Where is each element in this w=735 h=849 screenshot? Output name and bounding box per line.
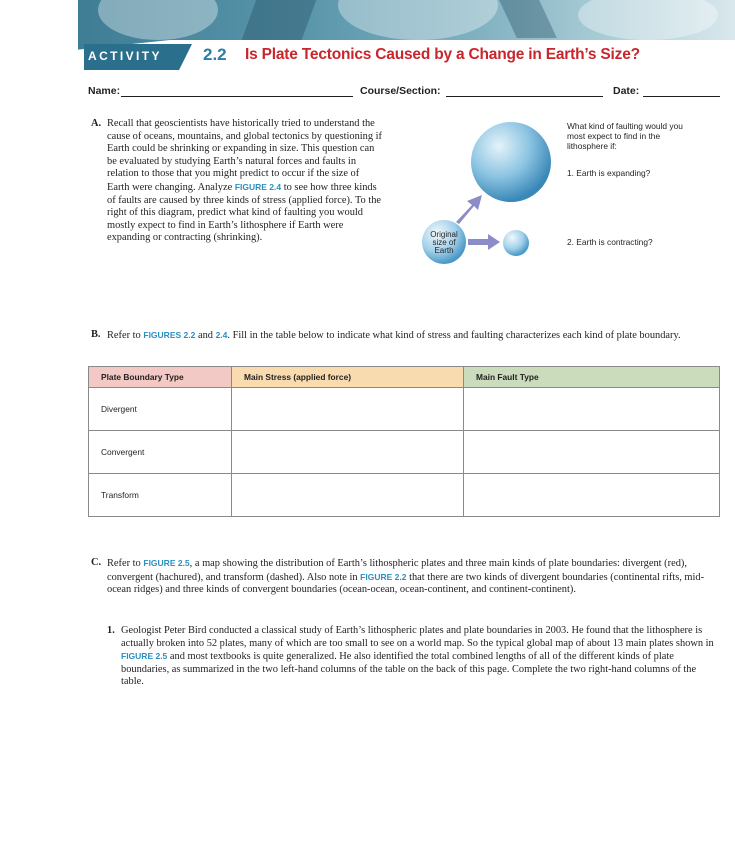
figure-ref-link[interactable]: FIGURE 2.2 [360, 571, 407, 582]
section-c-text-1: Refer to [107, 558, 141, 569]
activity-number: 2.2 [203, 45, 227, 64]
side-q2-contracting: 2. Earth is contracting? [567, 237, 653, 247]
transform-stress-cell[interactable] [232, 474, 464, 517]
section-b-text [107, 329, 717, 343]
section-a-text [107, 118, 382, 245]
row-label-convergent: Convergent [89, 431, 232, 474]
section-c-text [107, 557, 719, 597]
original-label-1: Original [430, 230, 458, 239]
small-earth-sphere [503, 230, 529, 256]
item-1-text [121, 625, 719, 689]
expanding-arrow-icon [456, 195, 482, 224]
col-header-main-stress: Main Stress (applied force) [232, 367, 464, 388]
table-row [89, 431, 720, 474]
divergent-stress-cell[interactable] [232, 388, 464, 431]
section-b-text-2: and [197, 330, 213, 341]
earth-size-diagram [400, 115, 560, 275]
figure-ref-link[interactable]: FIGURE 2.4 [234, 181, 282, 192]
contracting-arrow-icon [468, 234, 500, 250]
page-title: Is Plate Tectonics Caused by a Change in Earth’s Size? [245, 46, 640, 63]
row-label-divergent: Divergent [89, 388, 232, 431]
activity-word: ACTIVITY [88, 49, 162, 63]
figure-ref-link[interactable]: FIGURE 2.5 [143, 558, 190, 568]
col-header-boundary-type: Plate Boundary Type [89, 367, 232, 388]
table-header-row [89, 367, 720, 388]
section-c-text-3: that there are two kinds of divergent boundaries (continental rifts, mid-ocean ridges) and three kinds of convergent boundaries (ocean-ocean, ocean-continent, and continent-continent). [107, 571, 705, 596]
table-row [89, 474, 720, 517]
section-b-text-1: Refer to [107, 330, 141, 341]
figure-ref-link[interactable]: FIGURE 2.5 [121, 651, 168, 662]
large-earth-sphere [471, 122, 551, 202]
convergent-stress-cell[interactable] [232, 431, 464, 474]
course-section-field[interactable] [446, 96, 603, 97]
side-question: What kind of faulting would you most expect to find in the lithosphere if: [567, 121, 683, 151]
section-b-letter: B. [91, 329, 101, 340]
date-label: Date: [613, 85, 640, 97]
transform-fault-cell[interactable] [464, 474, 720, 517]
figure-ref-link[interactable]: 2.4 [215, 330, 228, 340]
col-header-main-fault: Main Fault Type [464, 367, 720, 388]
item-1-number: 1. [107, 625, 115, 636]
item-1-text-2: and most textbooks is quite generalized. He also identified the total combined lengths of all of the different kinds of plate boundaries, as summarized in the two left-hand columns of the table on the back of this page. Complete the two right-hand columns of the table. [121, 651, 697, 688]
convergent-fault-cell[interactable] [464, 431, 720, 474]
side-q1-expanding: 1. Earth is expanding? [567, 168, 651, 178]
figure-ref-link[interactable]: FIGURES 2.2 [143, 330, 196, 340]
original-label-3: Earth [434, 246, 454, 255]
name-field[interactable] [121, 96, 353, 97]
course-section-label: Course/Section: [360, 85, 441, 97]
divergent-fault-cell[interactable] [464, 388, 720, 431]
item-1-text-1: Geologist Peter Bird conducted a classical study of Earth’s lithospheric plates and plate boundaries in 2003. He found that the lithosphere is actually broken into 52 plates, many of which are too small to see on a world map. So the typical global map of about 13 main plates shown in [121, 625, 714, 649]
section-a-letter: A. [91, 118, 102, 129]
section-a-text-1: Recall that geoscientists have historically tried to understand the cause of oceans, mountains, and global tectonics by questioning if Earth could be shrinking or expanding in size. This question can be evaluated by studying Earth’s natural forces and faults in relation to those that you might predict to occur if the size of Earth were changing. Analyze [107, 118, 382, 193]
section-c-letter: C. [91, 557, 102, 568]
section-c-text-2: , a map showing the distribution of Earth’s lithospheric plates and three main kinds of plate boundaries: divergent (red), convergent (hachured), and transform (dashed). Also note in [107, 558, 687, 583]
section-a-text-2: to see how three kinds of faults are caused by three kinds of stress (applied force). To the right of this diagram, predict what kind of faulting you would mostly expect to find in Earth’s lithosphere if Earth were expanding or contracting (shrinking). [107, 181, 382, 244]
plate-boundary-table [88, 366, 720, 517]
original-label-2: size of [432, 238, 456, 247]
section-b-text-3: . Fill in the table below to indicate what kind of stress and faulting characterizes each kind of plate boundary. [227, 330, 681, 341]
name-label: Name: [88, 85, 121, 97]
table-row [89, 388, 720, 431]
date-field[interactable] [643, 96, 720, 97]
row-label-transform: Transform [89, 474, 232, 517]
